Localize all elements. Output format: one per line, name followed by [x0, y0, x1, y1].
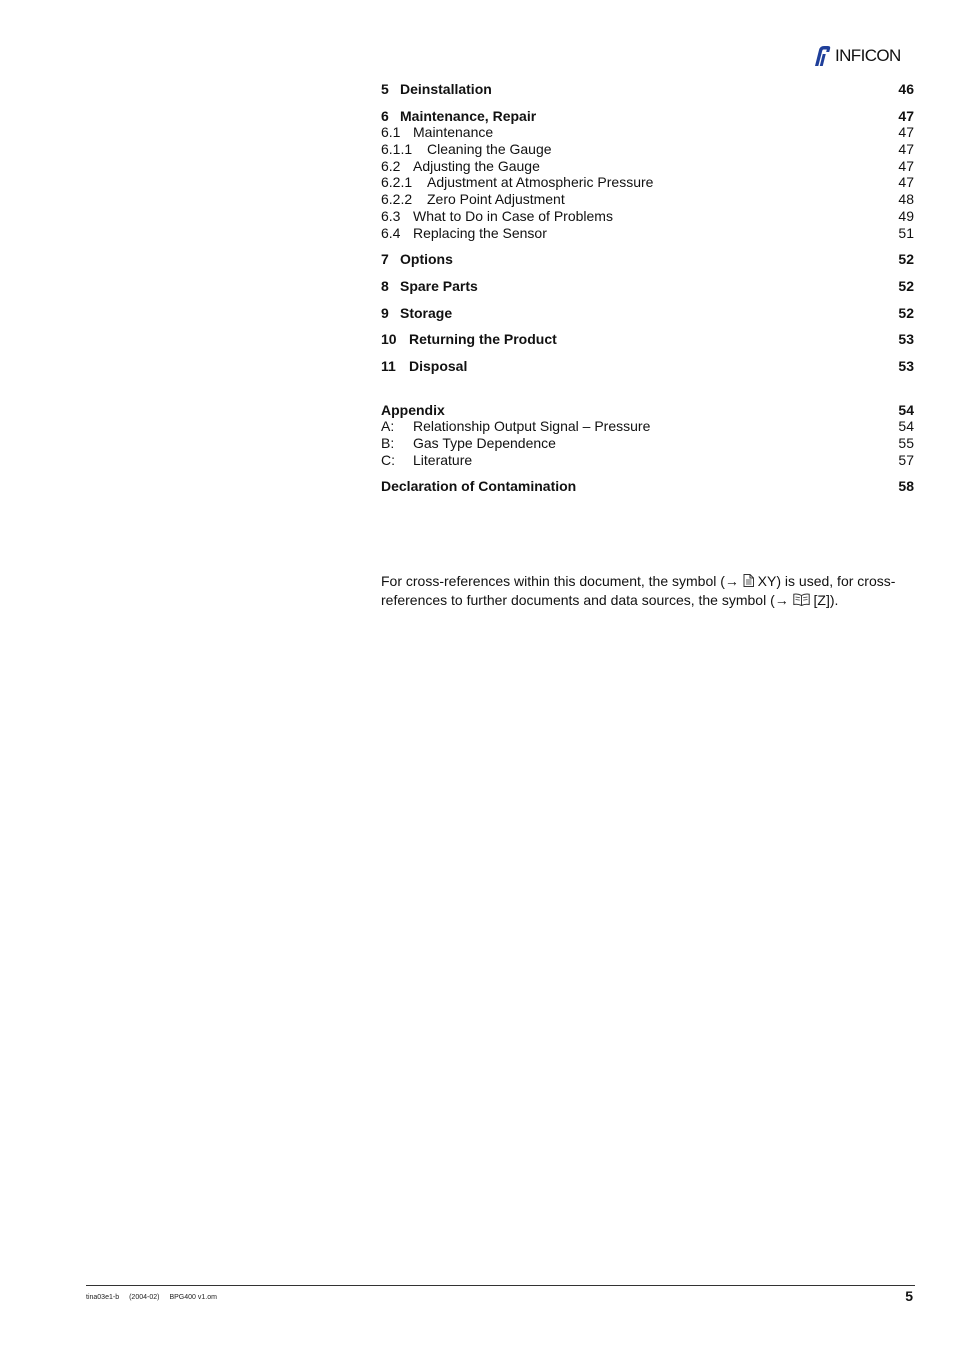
footer-doc-code: tina03e1-b — [86, 1294, 120, 1301]
toc-entry-section-6-4[interactable] — [381, 225, 914, 242]
toc-page: 47 — [898, 174, 914, 191]
toc-title: Gas Type Dependence — [413, 435, 556, 451]
toc-title: Literature — [413, 451, 473, 468]
toc-number: 6.3 — [381, 207, 401, 224]
toc-entry-chapter-11[interactable] — [381, 358, 914, 375]
toc-entry-section-6-1[interactable] — [381, 124, 914, 141]
toc-entry-appendix-b[interactable] — [381, 435, 914, 452]
toc-number: B: — [381, 435, 395, 451]
toc-page: 53 — [898, 357, 914, 374]
toc-page: 58 — [898, 478, 914, 495]
note-text-3: [Z]). — [809, 592, 839, 608]
toc-entry-chapter-5[interactable] — [381, 81, 914, 98]
cross-reference-note — [381, 572, 914, 610]
table-of-contents — [381, 81, 914, 495]
toc-page: 47 — [898, 157, 914, 174]
toc-number: 6.1 — [381, 124, 401, 141]
page-number: 5 — [905, 1288, 913, 1304]
toc-page: 54 — [898, 401, 914, 418]
toc-page: 47 — [898, 141, 914, 158]
toc-title: Storage — [400, 304, 453, 321]
toc-number: 6.2.2 — [381, 191, 413, 208]
footer-meta — [86, 1294, 227, 1301]
note-text-1: For cross-references within this document, the symbol (→ — [381, 573, 743, 589]
toc-title: Deinstallation — [400, 81, 492, 97]
toc-page: 47 — [898, 124, 914, 141]
toc-page: 52 — [898, 304, 914, 321]
toc-page: 52 — [898, 251, 914, 268]
note-text-2: XY) is used, for cross-references to further documents and data sources, the symbol (→ — [381, 573, 896, 608]
toc-page: 51 — [898, 224, 914, 241]
footer-divider — [86, 1285, 915, 1286]
toc-number: C: — [381, 451, 395, 468]
toc-entry-section-6-2-1[interactable] — [381, 174, 914, 191]
toc-title: Spare Parts — [400, 277, 478, 294]
toc-page: 52 — [898, 277, 914, 294]
toc-page: 53 — [898, 331, 914, 348]
open-book-icon — [793, 592, 810, 610]
toc-entry-chapter-6[interactable] — [381, 108, 914, 125]
toc-entry-chapter-7[interactable] — [381, 251, 914, 268]
toc-title: Relationship Output Signal – Pressure — [413, 418, 651, 435]
footer-date: (2004-02) — [129, 1294, 160, 1301]
toc-title: Zero Point Adjustment — [427, 191, 565, 208]
toc-entry-appendix[interactable] — [381, 402, 914, 419]
toc-entry-appendix-c[interactable] — [381, 452, 914, 469]
toc-title: Disposal — [409, 357, 468, 374]
toc-number: 6.1.1 — [381, 141, 413, 158]
toc-number: 8 — [381, 277, 389, 294]
toc-number: 5 — [381, 81, 389, 97]
toc-number: 9 — [381, 304, 389, 321]
toc-page: 47 — [898, 107, 914, 124]
inficon-logo-mark-icon — [813, 45, 833, 67]
toc-entry-appendix-a[interactable] — [381, 418, 914, 435]
toc-entry-section-6-3[interactable] — [381, 208, 914, 225]
toc-number: 6.4 — [381, 224, 401, 241]
toc-number: 10 — [381, 331, 397, 348]
toc-title: Cleaning the Gauge — [427, 141, 552, 158]
toc-entry-chapter-10[interactable] — [381, 331, 914, 348]
page-document-icon — [743, 573, 754, 591]
toc-title: Replacing the Sensor — [413, 224, 547, 241]
toc-entry-chapter-8[interactable] — [381, 278, 914, 295]
toc-title: Maintenance — [413, 124, 494, 141]
toc-number: 7 — [381, 251, 389, 268]
toc-page: 49 — [898, 207, 914, 224]
toc-entry-section-6-2-2[interactable] — [381, 191, 914, 208]
toc-title: Declaration of Contamination — [381, 478, 577, 495]
toc-number: 6.2 — [381, 157, 401, 174]
toc-page: 57 — [898, 451, 914, 468]
footer-file: BPG400 v1.om — [169, 1294, 217, 1301]
toc-number: 6.2.1 — [381, 174, 413, 191]
toc-number: 6 — [381, 107, 389, 124]
logo-text: INFICON — [835, 46, 901, 65]
toc-number: 11 — [381, 357, 396, 374]
toc-entry-section-6-1-1[interactable] — [381, 141, 914, 158]
toc-page: 46 — [898, 81, 914, 97]
toc-page: 54 — [898, 418, 914, 435]
toc-title: Returning the Product — [409, 331, 557, 348]
toc-title: Options — [400, 251, 453, 268]
inficon-logo — [813, 44, 901, 68]
toc-number: A: — [381, 418, 395, 435]
toc-entry-section-6-2[interactable] — [381, 158, 914, 175]
toc-page: 55 — [898, 435, 914, 451]
toc-title: Appendix — [381, 401, 445, 418]
toc-title: Adjustment at Atmospheric Pressure — [427, 174, 654, 191]
toc-entry-declaration[interactable] — [381, 478, 914, 495]
toc-entry-chapter-9[interactable] — [381, 305, 914, 322]
toc-title: Adjusting the Gauge — [413, 157, 540, 174]
toc-page: 48 — [898, 191, 914, 208]
toc-title: Maintenance, Repair — [400, 107, 537, 124]
toc-title: What to Do in Case of Problems — [413, 207, 613, 224]
